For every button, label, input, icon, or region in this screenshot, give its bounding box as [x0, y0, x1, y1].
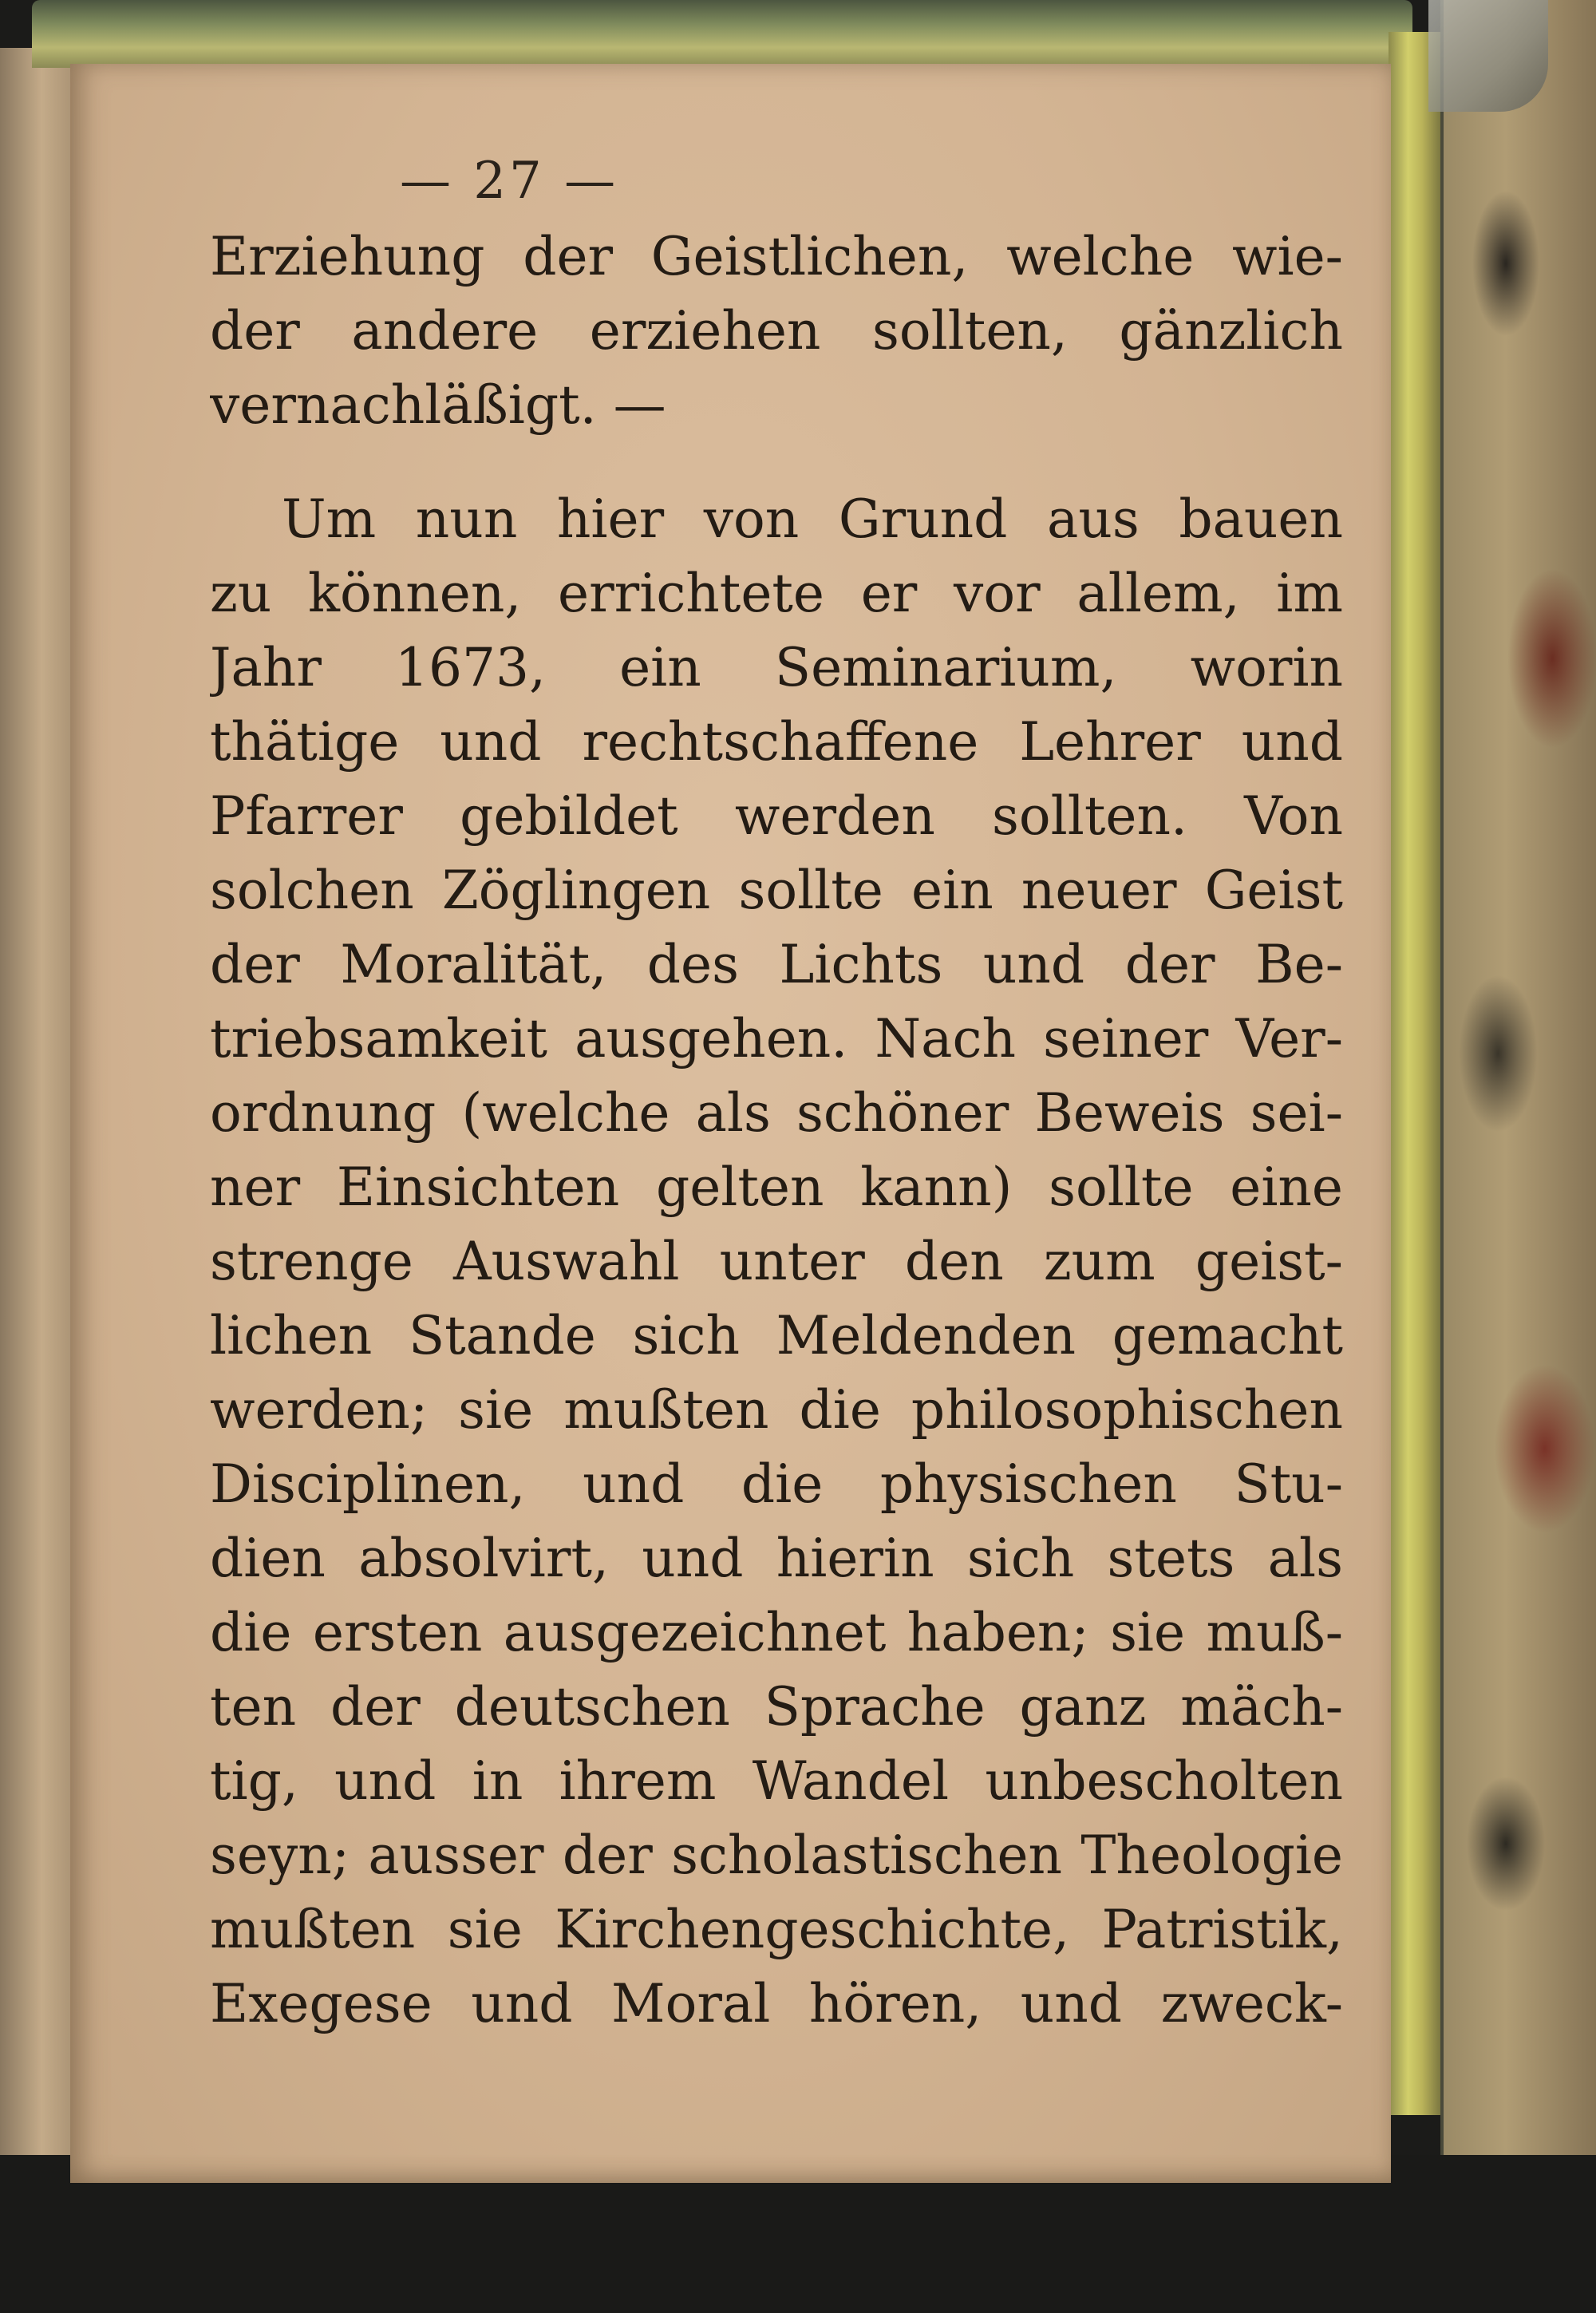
page-top-edge — [32, 0, 1412, 68]
page-text — [210, 219, 1343, 2041]
text-line: dien absolvirt, und hierin sich stets als — [210, 1528, 1343, 1589]
text-line: werden; sie mußten die philosophischen — [210, 1379, 1343, 1441]
text-line: Pfarrer gebildet werden sollten. Von — [210, 785, 1343, 847]
text-line: der andere erziehen sollten, gänzlich — [210, 300, 1343, 362]
text-line: thätige und rechtschaffene Lehrer und — [210, 711, 1343, 773]
text-line: Um nun hier von Grund aus bauen — [282, 488, 1343, 550]
text-line: Disciplinen, und die physischen Stu- — [210, 1453, 1343, 1515]
text-line: strenge Auswahl unter den zum geist- — [210, 1231, 1343, 1292]
text-line: ner Einsichten gelten kann) sollte eine — [210, 1156, 1343, 1218]
text-line: Exegese und Moral hören, und zweck- — [210, 1973, 1343, 2034]
cover-corner — [1428, 0, 1548, 112]
text-line: ten der deutschen Sprache ganz mäch- — [210, 1676, 1343, 1738]
text-line: mußten sie Kirchengeschichte, Patristik, — [210, 1899, 1343, 1960]
left-page-edge — [0, 48, 78, 2155]
text-line: solchen Zöglingen sollte ein neuer Geist — [210, 860, 1343, 921]
text-line: triebsamkeit ausgehen. Nach seiner Ver- — [210, 1008, 1343, 1070]
paragraph-gap — [210, 442, 1343, 482]
text-line: seyn; ausser der scholastischen Theologie — [210, 1825, 1343, 1886]
page-number: — 27 — — [399, 152, 619, 211]
text-line: lichen Stande sich Meldenden gemacht — [210, 1305, 1343, 1366]
text-line: zu können, errichtete er vor allem, im — [210, 563, 1343, 624]
text-line: tig, und in ihrem Wandel unbescholten — [210, 1750, 1343, 1812]
marbled-cover-board — [1440, 0, 1596, 2195]
page-fore-edge — [1389, 32, 1444, 2115]
text-line: ordnung (welche als schöner Beweis sei- — [210, 1082, 1343, 1144]
text-line: Jahr 1673, ein Seminarium, worin — [210, 637, 1343, 698]
book-page — [70, 64, 1391, 2183]
text-line: die ersten ausgezeichnet haben; sie muß- — [210, 1602, 1343, 1663]
text-line: Erziehung der Geistlichen, welche wie- — [210, 226, 1343, 287]
text-line: der Moralität, des Lichts und der Be- — [210, 934, 1343, 995]
text-line: vernachläßigt. — — [210, 374, 666, 436]
